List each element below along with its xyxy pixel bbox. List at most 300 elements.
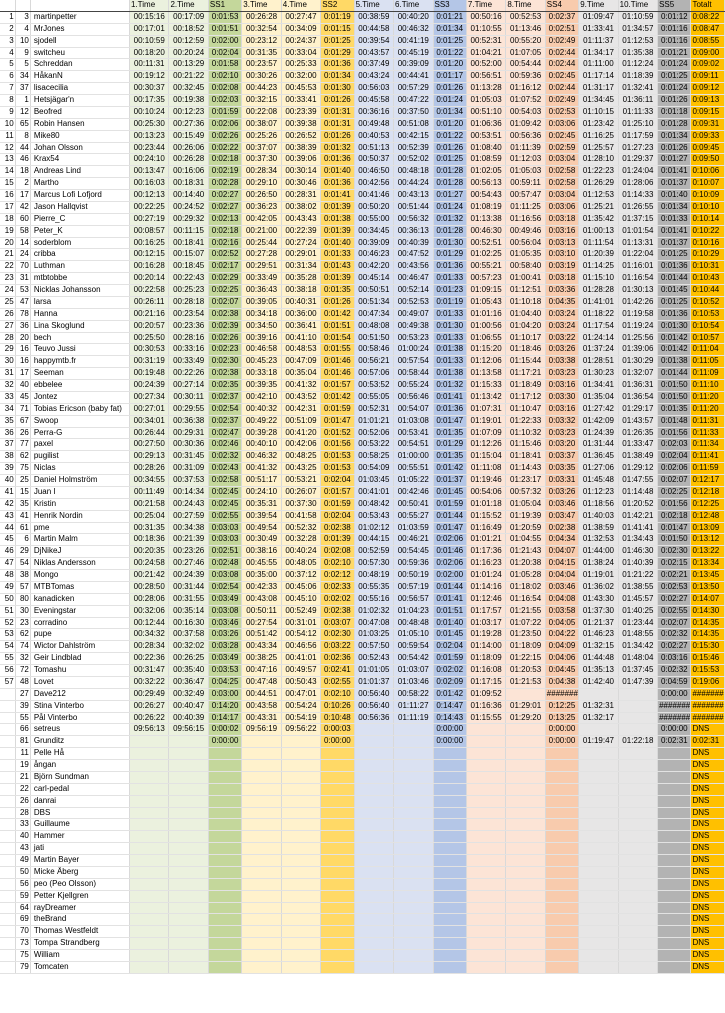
ss1-time-cell: 0:02:32 xyxy=(208,451,241,463)
position-cell: 25 xyxy=(0,296,15,308)
header-time-9: 9.Time xyxy=(579,0,618,11)
table-row xyxy=(0,285,725,297)
bib-number-cell: 21 xyxy=(15,771,30,783)
ss1-time-cell: 0:02:47 xyxy=(208,427,241,439)
time-4-cell: 00:26:07 xyxy=(281,486,320,498)
time-6-cell: 00:50:41 xyxy=(394,498,433,510)
time-8-cell: 01:05:35 xyxy=(506,249,545,261)
bib-number-cell: 50 xyxy=(15,866,30,878)
time-2-cell: 00:14:40 xyxy=(169,190,208,202)
time-4-cell: 00:48:05 xyxy=(281,558,320,570)
time-9-cell: 01:31:17 xyxy=(579,83,618,95)
time-10-cell: 01:38:55 xyxy=(618,581,657,593)
time-1-cell xyxy=(130,843,169,855)
total-time-cell: 0:10:29 xyxy=(691,249,725,261)
time-6-cell: 01:03:07 xyxy=(394,665,433,677)
rider-name-cell: MTBTomas xyxy=(30,581,129,593)
position-cell: 10 xyxy=(0,118,15,130)
time-5-cell xyxy=(354,866,393,878)
ss4-time-cell: 0:02:58 xyxy=(545,166,578,178)
table-row xyxy=(0,914,725,926)
total-time-cell: ####### xyxy=(691,700,725,712)
rider-name-cell: paxel xyxy=(30,439,129,451)
total-time-cell: DNS xyxy=(691,938,725,950)
time-3-cell: 00:44:23 xyxy=(242,83,281,95)
time-5-cell: 00:49:48 xyxy=(354,118,393,130)
time-9-cell: 01:44:48 xyxy=(579,653,618,665)
time-7-cell: 01:16:36 xyxy=(466,700,505,712)
time-10-cell: 01:30:13 xyxy=(618,285,657,297)
ss4-time-cell: 0:00:00 xyxy=(545,724,578,736)
time-3-cell: 00:39:28 xyxy=(242,427,281,439)
ss4-time-cell xyxy=(545,843,578,855)
ss1-time-cell: 0:03:08 xyxy=(208,570,241,582)
ss2-time-cell: 0:01:38 xyxy=(321,213,354,225)
table-row xyxy=(0,724,725,736)
ss2-time-cell: 0:02:38 xyxy=(321,522,354,534)
time-4-cell: 00:48:53 xyxy=(281,344,320,356)
time-3-cell: 00:34:18 xyxy=(242,308,281,320)
table-row xyxy=(0,23,725,35)
time-8-cell: 01:23:17 xyxy=(506,475,545,487)
time-10-cell: 01:45:57 xyxy=(618,593,657,605)
time-4-cell: 00:38:02 xyxy=(281,201,320,213)
time-10-cell xyxy=(618,760,657,772)
time-7-cell: 01:17:36 xyxy=(466,546,505,558)
rider-name-cell: Hammer xyxy=(30,831,129,843)
time-1-cell xyxy=(130,819,169,831)
time-8-cell xyxy=(506,783,545,795)
total-time-cell: DNS xyxy=(691,926,725,938)
rider-name-cell: DBS xyxy=(30,807,129,819)
time-5-cell: 00:57:50 xyxy=(354,641,393,653)
total-time-cell: 0:11:05 xyxy=(691,356,725,368)
position-cell xyxy=(0,831,15,843)
time-9-cell: 01:43:30 xyxy=(579,593,618,605)
ss4-time-cell xyxy=(545,807,578,819)
ss4-time-cell: 0:03:06 xyxy=(545,118,578,130)
time-3-cell: 00:26:50 xyxy=(242,190,281,202)
time-7-cell: 00:46:30 xyxy=(466,225,505,237)
time-4-cell xyxy=(281,795,320,807)
time-7-cell: 01:08:59 xyxy=(466,154,505,166)
bib-number-cell: 62 xyxy=(15,629,30,641)
time-2-cell: 00:15:07 xyxy=(169,249,208,261)
ss2-time-cell: 0:01:39 xyxy=(321,273,354,285)
time-5-cell: 00:54:09 xyxy=(354,463,393,475)
time-4-cell: 00:26:52 xyxy=(281,130,320,142)
time-5-cell: 00:46:50 xyxy=(354,166,393,178)
time-3-cell: 00:29:10 xyxy=(242,178,281,190)
ss4-time-cell: 0:04:06 xyxy=(545,653,578,665)
table-row xyxy=(0,451,725,463)
ss3-time-cell: 0:14:43 xyxy=(433,712,466,724)
time-7-cell: 01:06:55 xyxy=(466,332,505,344)
time-5-cell xyxy=(354,914,393,926)
table-row xyxy=(0,403,725,415)
time-7-cell: 01:01:24 xyxy=(466,570,505,582)
time-3-cell: 00:37:30 xyxy=(242,154,281,166)
ss3-time-cell: 0:01:24 xyxy=(433,95,466,107)
ss5-time-cell xyxy=(658,890,691,902)
ss5-time-cell: 0:01:37 xyxy=(658,178,691,190)
time-4-cell xyxy=(281,843,320,855)
time-9-cell xyxy=(579,795,618,807)
bib-number-cell: 16 xyxy=(15,344,30,356)
time-1-cell: 00:17:35 xyxy=(130,95,169,107)
ss5-time-cell: 0:02:03 xyxy=(658,439,691,451)
time-9-cell: 01:11:54 xyxy=(579,237,618,249)
time-2-cell: 00:29:32 xyxy=(169,213,208,225)
time-10-cell: 01:47:55 xyxy=(618,475,657,487)
ss1-time-cell xyxy=(208,783,241,795)
time-3-cell: 00:39:54 xyxy=(242,510,281,522)
bib-number-cell: 70 xyxy=(15,926,30,938)
time-3-cell: 00:50:11 xyxy=(242,605,281,617)
ss4-time-cell: 0:02:38 xyxy=(545,522,578,534)
table-row xyxy=(0,273,725,285)
ss5-time-cell: 0:01:12 xyxy=(658,11,691,23)
ss2-time-cell: 0:01:59 xyxy=(321,403,354,415)
table-row xyxy=(0,890,725,902)
time-5-cell: 01:01:37 xyxy=(354,676,393,688)
time-4-cell: 00:23:39 xyxy=(281,106,320,118)
ss5-time-cell: ####### xyxy=(658,712,691,724)
rider-name-cell: Henrik Nordin xyxy=(30,510,129,522)
time-6-cell: 00:48:48 xyxy=(394,617,433,629)
position-cell: 56 xyxy=(0,665,15,677)
ss5-time-cell: 0:01:25 xyxy=(658,296,691,308)
time-2-cell: 00:22:26 xyxy=(169,368,208,380)
ss3-time-cell: 0:01:36 xyxy=(433,403,466,415)
time-6-cell: 01:03:59 xyxy=(394,522,433,534)
time-8-cell: 01:22:33 xyxy=(506,415,545,427)
time-3-cell: 00:43:34 xyxy=(242,641,281,653)
time-9-cell: 01:24:14 xyxy=(579,332,618,344)
position-cell: 26 xyxy=(0,308,15,320)
table-row xyxy=(0,368,725,380)
time-1-cell: 00:12:13 xyxy=(130,190,169,202)
time-6-cell xyxy=(394,724,433,736)
time-1-cell xyxy=(130,807,169,819)
total-time-cell: 0:15:30 xyxy=(691,641,725,653)
ss1-time-cell: 0:02:19 xyxy=(208,166,241,178)
rider-name-cell: Jontez xyxy=(30,391,129,403)
time-2-cell: 00:21:22 xyxy=(169,71,208,83)
time-7-cell: 00:54:43 xyxy=(466,190,505,202)
ss5-time-cell xyxy=(658,950,691,962)
time-1-cell: 00:28:34 xyxy=(130,641,169,653)
time-2-cell: 00:23:54 xyxy=(169,308,208,320)
time-5-cell: 01:03:45 xyxy=(354,475,393,487)
time-7-cell: 01:12:06 xyxy=(466,356,505,368)
position-cell: 12 xyxy=(0,142,15,154)
time-3-cell: 00:30:26 xyxy=(242,71,281,83)
bib-number-cell: 43 xyxy=(15,843,30,855)
time-9-cell: 01:09:47 xyxy=(579,11,618,23)
bib-number-cell: 77 xyxy=(15,439,30,451)
time-3-cell: 00:25:44 xyxy=(242,237,281,249)
time-9-cell: 01:26:29 xyxy=(579,178,618,190)
total-time-cell: 0:10:43 xyxy=(691,273,725,285)
time-10-cell: 01:22:04 xyxy=(618,249,657,261)
time-6-cell: 00:44:41 xyxy=(394,71,433,83)
table-row xyxy=(0,510,725,522)
ss2-time-cell: 0:01:39 xyxy=(321,225,354,237)
time-8-cell: 01:13:46 xyxy=(506,23,545,35)
time-2-cell: 00:23:26 xyxy=(169,546,208,558)
bib-number-cell: 1 xyxy=(15,95,30,107)
time-1-cell: 00:24:58 xyxy=(130,558,169,570)
ss2-time-cell: 0:01:34 xyxy=(321,71,354,83)
time-1-cell: 00:08:57 xyxy=(130,225,169,237)
time-5-cell: 00:56:36 xyxy=(354,712,393,724)
time-3-cell xyxy=(242,783,281,795)
time-4-cell: 00:35:04 xyxy=(281,368,320,380)
ss1-time-cell: 0:02:52 xyxy=(208,249,241,261)
time-4-cell: 00:30:14 xyxy=(281,166,320,178)
ss4-time-cell: 0:02:51 xyxy=(545,23,578,35)
ss1-time-cell xyxy=(208,902,241,914)
rider-name-cell: Lina Skoglund xyxy=(30,320,129,332)
time-9-cell: 01:35:13 xyxy=(579,665,618,677)
position-cell: 45 xyxy=(0,534,15,546)
time-8-cell xyxy=(506,938,545,950)
ss4-time-cell: 0:04:05 xyxy=(545,617,578,629)
time-4-cell: 00:32:28 xyxy=(281,534,320,546)
time-7-cell: 01:01:18 xyxy=(466,498,505,510)
time-3-cell: 00:42:33 xyxy=(242,581,281,593)
time-7-cell: 00:55:21 xyxy=(466,261,505,273)
time-7-cell: 01:13:38 xyxy=(466,213,505,225)
rider-name-cell: Nicklas Johansson xyxy=(30,285,129,297)
table-row xyxy=(0,807,725,819)
time-3-cell: 00:37:07 xyxy=(242,142,281,154)
time-10-cell: 01:24:04 xyxy=(618,166,657,178)
ss5-time-cell: 0:02:06 xyxy=(658,463,691,475)
ss3-time-cell: 0:01:42 xyxy=(433,688,466,700)
time-1-cell: 00:28:06 xyxy=(130,593,169,605)
time-8-cell: 00:55:20 xyxy=(506,35,545,47)
ss1-time-cell xyxy=(208,961,241,973)
time-1-cell: 00:25:04 xyxy=(130,510,169,522)
time-9-cell: 01:37:24 xyxy=(579,344,618,356)
total-time-cell: DNS xyxy=(691,914,725,926)
time-2-cell: 00:34:38 xyxy=(169,522,208,534)
ss4-time-cell: 0:03:18 xyxy=(545,273,578,285)
rider-name-cell: Hanna xyxy=(30,308,129,320)
rider-name-cell: Wictor Dahlström xyxy=(30,641,129,653)
time-4-cell: 00:45:06 xyxy=(281,581,320,593)
time-2-cell: 00:37:58 xyxy=(169,629,208,641)
table-row xyxy=(0,201,725,213)
time-5-cell: 00:50:51 xyxy=(354,285,393,297)
time-5-cell: 00:41:01 xyxy=(354,486,393,498)
time-6-cell: 01:03:08 xyxy=(394,415,433,427)
time-9-cell: 01:00:13 xyxy=(579,225,618,237)
ss3-time-cell xyxy=(433,771,466,783)
time-1-cell: 00:24:39 xyxy=(130,380,169,392)
time-6-cell: 00:42:46 xyxy=(394,486,433,498)
time-1-cell: 00:25:30 xyxy=(130,118,169,130)
rider-name-cell: Martin Bayer xyxy=(30,855,129,867)
total-time-cell: 0:11:09 xyxy=(691,368,725,380)
time-2-cell: 00:40:39 xyxy=(169,712,208,724)
position-cell xyxy=(0,807,15,819)
rider-name-cell: pupe xyxy=(30,629,129,641)
time-10-cell xyxy=(618,688,657,700)
time-8-cell xyxy=(506,771,545,783)
rider-name-cell: Geir Lindblad xyxy=(30,653,129,665)
ss3-time-cell: 0:01:46 xyxy=(433,546,466,558)
ss3-time-cell: 0:01:38 xyxy=(433,344,466,356)
time-8-cell xyxy=(506,890,545,902)
time-9-cell: 01:32:15 xyxy=(579,641,618,653)
ss4-time-cell: 0:03:22 xyxy=(545,332,578,344)
ss4-time-cell xyxy=(545,950,578,962)
rider-name-cell: Guillaume xyxy=(30,819,129,831)
time-2-cell: 00:36:47 xyxy=(169,676,208,688)
time-7-cell: 01:08:40 xyxy=(466,142,505,154)
time-3-cell: 00:44:51 xyxy=(242,688,281,700)
time-4-cell: 00:38:18 xyxy=(281,285,320,297)
bib-number-cell: 81 xyxy=(15,736,30,748)
ss1-time-cell xyxy=(208,914,241,926)
time-4-cell xyxy=(281,938,320,950)
ss4-time-cell: 0:13:25 xyxy=(545,712,578,724)
time-1-cell xyxy=(130,736,169,748)
time-5-cell: 01:03:25 xyxy=(354,629,393,641)
time-6-cell xyxy=(394,760,433,772)
time-7-cell: 01:07:09 xyxy=(466,427,505,439)
ss2-time-cell: 0:01:57 xyxy=(321,380,354,392)
ss4-time-cell: 0:02:58 xyxy=(545,178,578,190)
ss2-time-cell: 0:01:55 xyxy=(321,344,354,356)
time-9-cell xyxy=(579,748,618,760)
ss1-time-cell: 0:00:02 xyxy=(208,724,241,736)
time-10-cell: 01:32:07 xyxy=(618,368,657,380)
ss3-time-cell xyxy=(433,866,466,878)
ss2-time-cell: 0:01:33 xyxy=(321,249,354,261)
ss5-time-cell: 0:01:42 xyxy=(658,332,691,344)
total-time-cell: 0:14:07 xyxy=(691,593,725,605)
time-7-cell: 01:13:58 xyxy=(466,368,505,380)
time-3-cell: 00:51:42 xyxy=(242,629,281,641)
time-7-cell: 01:08:19 xyxy=(466,201,505,213)
time-8-cell xyxy=(506,688,545,700)
ss1-time-cell: 0:02:25 xyxy=(208,285,241,297)
rider-name-cell: Juan I xyxy=(30,486,129,498)
time-2-cell xyxy=(169,807,208,819)
time-10-cell: 01:01:54 xyxy=(618,225,657,237)
time-1-cell: 00:34:01 xyxy=(130,415,169,427)
ss2-time-cell: 0:02:02 xyxy=(321,593,354,605)
time-3-cell: 00:23:12 xyxy=(242,35,281,47)
time-4-cell: 00:36:41 xyxy=(281,320,320,332)
time-2-cell xyxy=(169,914,208,926)
bib-number-cell: 24 xyxy=(15,249,30,261)
time-4-cell xyxy=(281,950,320,962)
ss4-time-cell xyxy=(545,783,578,795)
header-time-6: 6.Time xyxy=(394,0,433,11)
ss2-time-cell: 0:01:53 xyxy=(321,463,354,475)
time-2-cell xyxy=(169,748,208,760)
time-9-cell: 01:12:53 xyxy=(579,190,618,202)
rider-name-cell: Tomashu xyxy=(30,665,129,677)
rider-name-cell: Peter_K xyxy=(30,225,129,237)
ss3-time-cell: 0:02:02 xyxy=(433,665,466,677)
time-3-cell xyxy=(242,748,281,760)
time-5-cell xyxy=(354,890,393,902)
bib-number-cell: 58 xyxy=(15,225,30,237)
ss5-time-cell: 0:00:00 xyxy=(658,688,691,700)
time-6-cell: 00:54:45 xyxy=(394,546,433,558)
time-8-cell: 00:56:04 xyxy=(506,237,545,249)
time-1-cell: 00:16:25 xyxy=(130,237,169,249)
rider-name-cell: carl-pedal xyxy=(30,783,129,795)
ss1-time-cell xyxy=(208,760,241,772)
total-time-cell: 0:10:57 xyxy=(691,332,725,344)
ss4-time-cell: 0:03:26 xyxy=(545,486,578,498)
time-4-cell: 00:40:31 xyxy=(281,296,320,308)
ss5-time-cell: 0:01:24 xyxy=(658,83,691,95)
ss5-time-cell xyxy=(658,819,691,831)
time-5-cell xyxy=(354,878,393,890)
bib-number-cell: 53 xyxy=(15,285,30,297)
time-9-cell: 01:35:42 xyxy=(579,213,618,225)
time-2-cell: 00:32:02 xyxy=(169,641,208,653)
time-5-cell: 00:57:06 xyxy=(354,368,393,380)
bib-number-cell: 30 xyxy=(15,605,30,617)
total-time-cell: DNS xyxy=(691,783,725,795)
time-4-cell: 00:43:43 xyxy=(281,213,320,225)
ss5-time-cell: 0:01:41 xyxy=(658,225,691,237)
time-8-cell: 00:57:47 xyxy=(506,190,545,202)
time-4-cell: 00:53:21 xyxy=(281,475,320,487)
ss4-time-cell xyxy=(545,878,578,890)
position-cell: 30 xyxy=(0,356,15,368)
time-1-cell: 09:56:13 xyxy=(130,724,169,736)
total-time-cell: 0:08:55 xyxy=(691,35,725,47)
time-4-cell: 00:35:28 xyxy=(281,273,320,285)
time-3-cell xyxy=(242,807,281,819)
time-7-cell: 00:52:00 xyxy=(466,59,505,71)
position-cell xyxy=(0,688,15,700)
time-2-cell: 00:27:14 xyxy=(169,380,208,392)
time-3-cell xyxy=(242,760,281,772)
time-10-cell: 01:17:59 xyxy=(618,130,657,142)
time-4-cell: 00:25:33 xyxy=(281,59,320,71)
ss4-time-cell: 0:12:25 xyxy=(545,700,578,712)
time-2-cell: 00:37:53 xyxy=(169,475,208,487)
ss4-time-cell: ####### xyxy=(545,688,578,700)
ss3-time-cell: 0:01:36 xyxy=(433,261,466,273)
time-2-cell: 00:12:59 xyxy=(169,35,208,47)
time-8-cell xyxy=(506,961,545,973)
time-1-cell: 00:18:36 xyxy=(130,534,169,546)
time-1-cell: 00:31:19 xyxy=(130,356,169,368)
time-9-cell xyxy=(579,843,618,855)
time-2-cell: 00:27:46 xyxy=(169,558,208,570)
time-8-cell: 00:58:40 xyxy=(506,261,545,273)
time-1-cell: 00:31:35 xyxy=(130,522,169,534)
time-10-cell: 01:47:39 xyxy=(618,676,657,688)
ss3-time-cell: 0:01:29 xyxy=(433,249,466,261)
ss4-time-cell: 0:04:38 xyxy=(545,676,578,688)
time-8-cell: 01:20:38 xyxy=(506,558,545,570)
time-8-cell xyxy=(506,878,545,890)
position-cell xyxy=(0,926,15,938)
